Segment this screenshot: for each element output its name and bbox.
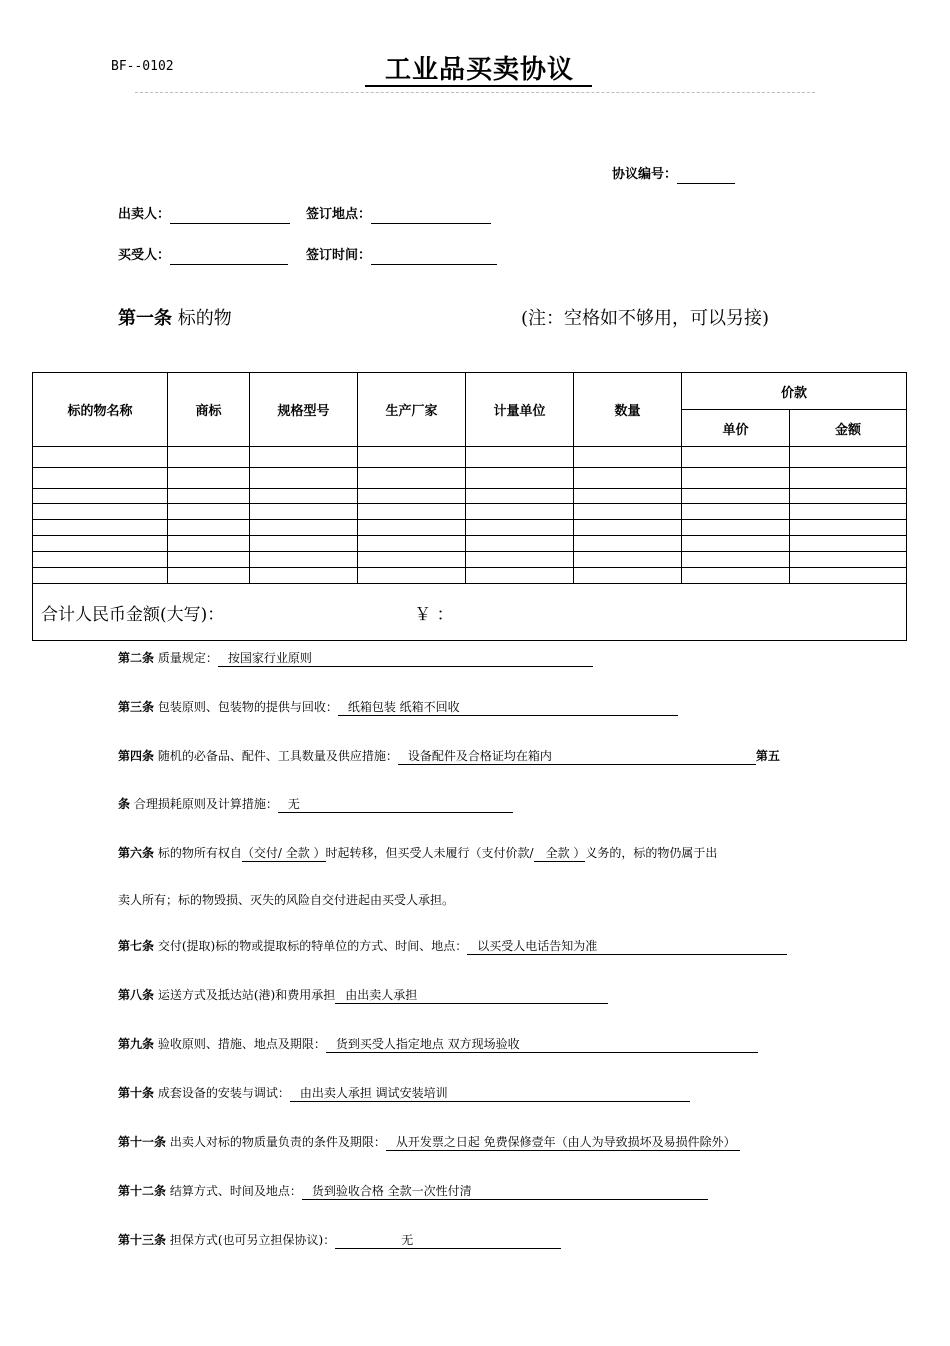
clause-value[interactable]: 从开发票之日起 免费保修壹年（由人为导致损坏及易损件除外）: [386, 1135, 740, 1151]
clause-number: 第三条: [118, 700, 155, 714]
clause-label: 随机的必备品、配件、工具数量及供应措施：: [157, 749, 398, 763]
document-code: BF--0102: [111, 59, 174, 74]
clause-value[interactable]: 无: [278, 797, 513, 813]
clause-text: 时起转移，但买受人未履行（支付价款/: [325, 846, 534, 860]
clause-value[interactable]: 设备配件及合格证均在箱内: [398, 749, 756, 765]
header-model: 规格型号: [250, 373, 358, 447]
clause-13: [118, 1232, 561, 1249]
sign-place-field[interactable]: [306, 206, 491, 224]
clause-number: 第四条: [118, 749, 155, 763]
clause-7: [118, 938, 787, 955]
clause-number: 条: [118, 797, 131, 811]
table-row: [33, 568, 907, 584]
clause-4: [118, 748, 780, 765]
clause-text: 义务的，标的物仍属于出: [585, 846, 718, 860]
table-row: [33, 468, 907, 489]
table-row: [33, 520, 907, 536]
clause-label: 质量规定：: [157, 651, 218, 665]
clause-number: 第十条: [118, 1086, 155, 1100]
clause-2: [118, 650, 593, 667]
table-row: [33, 536, 907, 552]
clause-value[interactable]: 由出卖人承担: [335, 988, 608, 1004]
clause-label: 合理损耗原则及计算措施：: [133, 797, 278, 811]
table-row: [33, 552, 907, 568]
seller-label: 出卖人：: [118, 207, 171, 222]
total-row: [33, 584, 907, 641]
agreement-no-label: 协议编号：: [612, 167, 678, 182]
clause-10: [118, 1085, 690, 1102]
clause-5: [118, 796, 513, 813]
clause-value[interactable]: 货到验收合格 全款一次性付清: [302, 1184, 708, 1200]
section-1-note: (注：空格如不够用，可以另接): [521, 308, 770, 329]
buyer-label: 买受人：: [118, 248, 171, 263]
clause-text: 标的物所有权自: [157, 846, 242, 860]
header-unit-price: 单价: [682, 410, 790, 447]
total-currency: ￥ ：: [414, 604, 454, 625]
clause-12: [118, 1183, 708, 1200]
header-price: 价款: [682, 373, 907, 410]
sign-time-label: 签订时间：: [306, 248, 372, 263]
clause-value[interactable]: （交付/ 全款 ）: [241, 846, 326, 860]
agreement-no-field[interactable]: [612, 166, 735, 184]
items-table: [32, 372, 907, 641]
clause-value[interactable]: 货到买受人指定地点 双方现场验收: [326, 1037, 758, 1053]
clause-label: 包装原则、包装物的提供与回收：: [157, 700, 338, 714]
seller-blank[interactable]: [170, 209, 290, 224]
buyer-blank[interactable]: [170, 250, 288, 265]
clause-number: 第十三条: [118, 1233, 167, 1247]
clause-value[interactable]: 由出卖人承担 调试安装培训: [290, 1086, 690, 1102]
clause-number: 第二条: [118, 651, 155, 665]
header-trademark: 商标: [168, 373, 250, 447]
clause-number: 第七条: [118, 939, 155, 953]
header-unit: 计量单位: [466, 373, 574, 447]
clause-value[interactable]: 纸箱包装 纸箱不回收: [338, 700, 678, 716]
clause-6: [118, 845, 717, 862]
clause-number: 第十二条: [118, 1184, 167, 1198]
seller-field[interactable]: [118, 206, 290, 224]
header-amount: 金额: [790, 410, 907, 447]
header-divider: [135, 92, 815, 93]
table-row: [33, 489, 907, 504]
section-1-heading: [118, 304, 232, 330]
section-1-title: 标的物: [177, 308, 232, 329]
clause-5-number-start: 第五: [755, 749, 780, 763]
sign-place-label: 签订地点：: [306, 207, 372, 222]
total-label: 合计人民币金额(大写)：: [41, 604, 225, 625]
agreement-no-blank[interactable]: [677, 169, 735, 184]
clause-9: [118, 1036, 758, 1053]
clause-number: 第十一条: [118, 1135, 167, 1149]
clause-number: 第六条: [118, 846, 155, 860]
clause-label: 运送方式及抵达站(港)和费用承担: [157, 988, 336, 1002]
clause-value[interactable]: 全款 ）: [534, 846, 586, 862]
section-1-number: 第一条: [118, 308, 172, 329]
sign-time-blank[interactable]: [371, 250, 497, 265]
clause-3: [118, 699, 678, 716]
clause-number: 第九条: [118, 1037, 155, 1051]
document-title: 工业品买卖协议: [365, 55, 592, 87]
clause-label: 结算方式、时间及地点：: [169, 1184, 302, 1198]
buyer-field[interactable]: [118, 247, 288, 265]
clause-label: 出卖人对标的物质量负责的条件及期限：: [169, 1135, 386, 1149]
clause-label: 担保方式(也可另立担保协议)：: [169, 1233, 336, 1247]
clause-8: [118, 987, 608, 1004]
header-item-name: 标的物名称: [33, 373, 168, 447]
clause-11: [118, 1134, 740, 1151]
sign-time-field[interactable]: [306, 247, 497, 265]
table-row: [33, 504, 907, 520]
clause-value[interactable]: 无: [335, 1233, 561, 1249]
clause-label: 成套设备的安装与调试：: [157, 1086, 290, 1100]
sign-place-blank[interactable]: [371, 209, 491, 224]
clause-number: 第八条: [118, 988, 155, 1002]
clause-label: 交付(提取)标的物或提取标的特单位的方式、时间、地点：: [157, 939, 468, 953]
clause-6-continued: 卖人所有；标的物毁损、灭失的风险自交付进起由买受人承担。: [118, 893, 455, 907]
header-quantity: 数量: [574, 373, 682, 447]
clause-value[interactable]: 以买受人电话告知为准: [467, 939, 787, 955]
table-row: [33, 447, 907, 468]
total-cell[interactable]: [33, 584, 907, 641]
header-manufacturer: 生产厂家: [358, 373, 466, 447]
clause-label: 验收原则、措施、地点及期限：: [157, 1037, 326, 1051]
clause-value[interactable]: 按国家行业原则: [218, 651, 593, 667]
